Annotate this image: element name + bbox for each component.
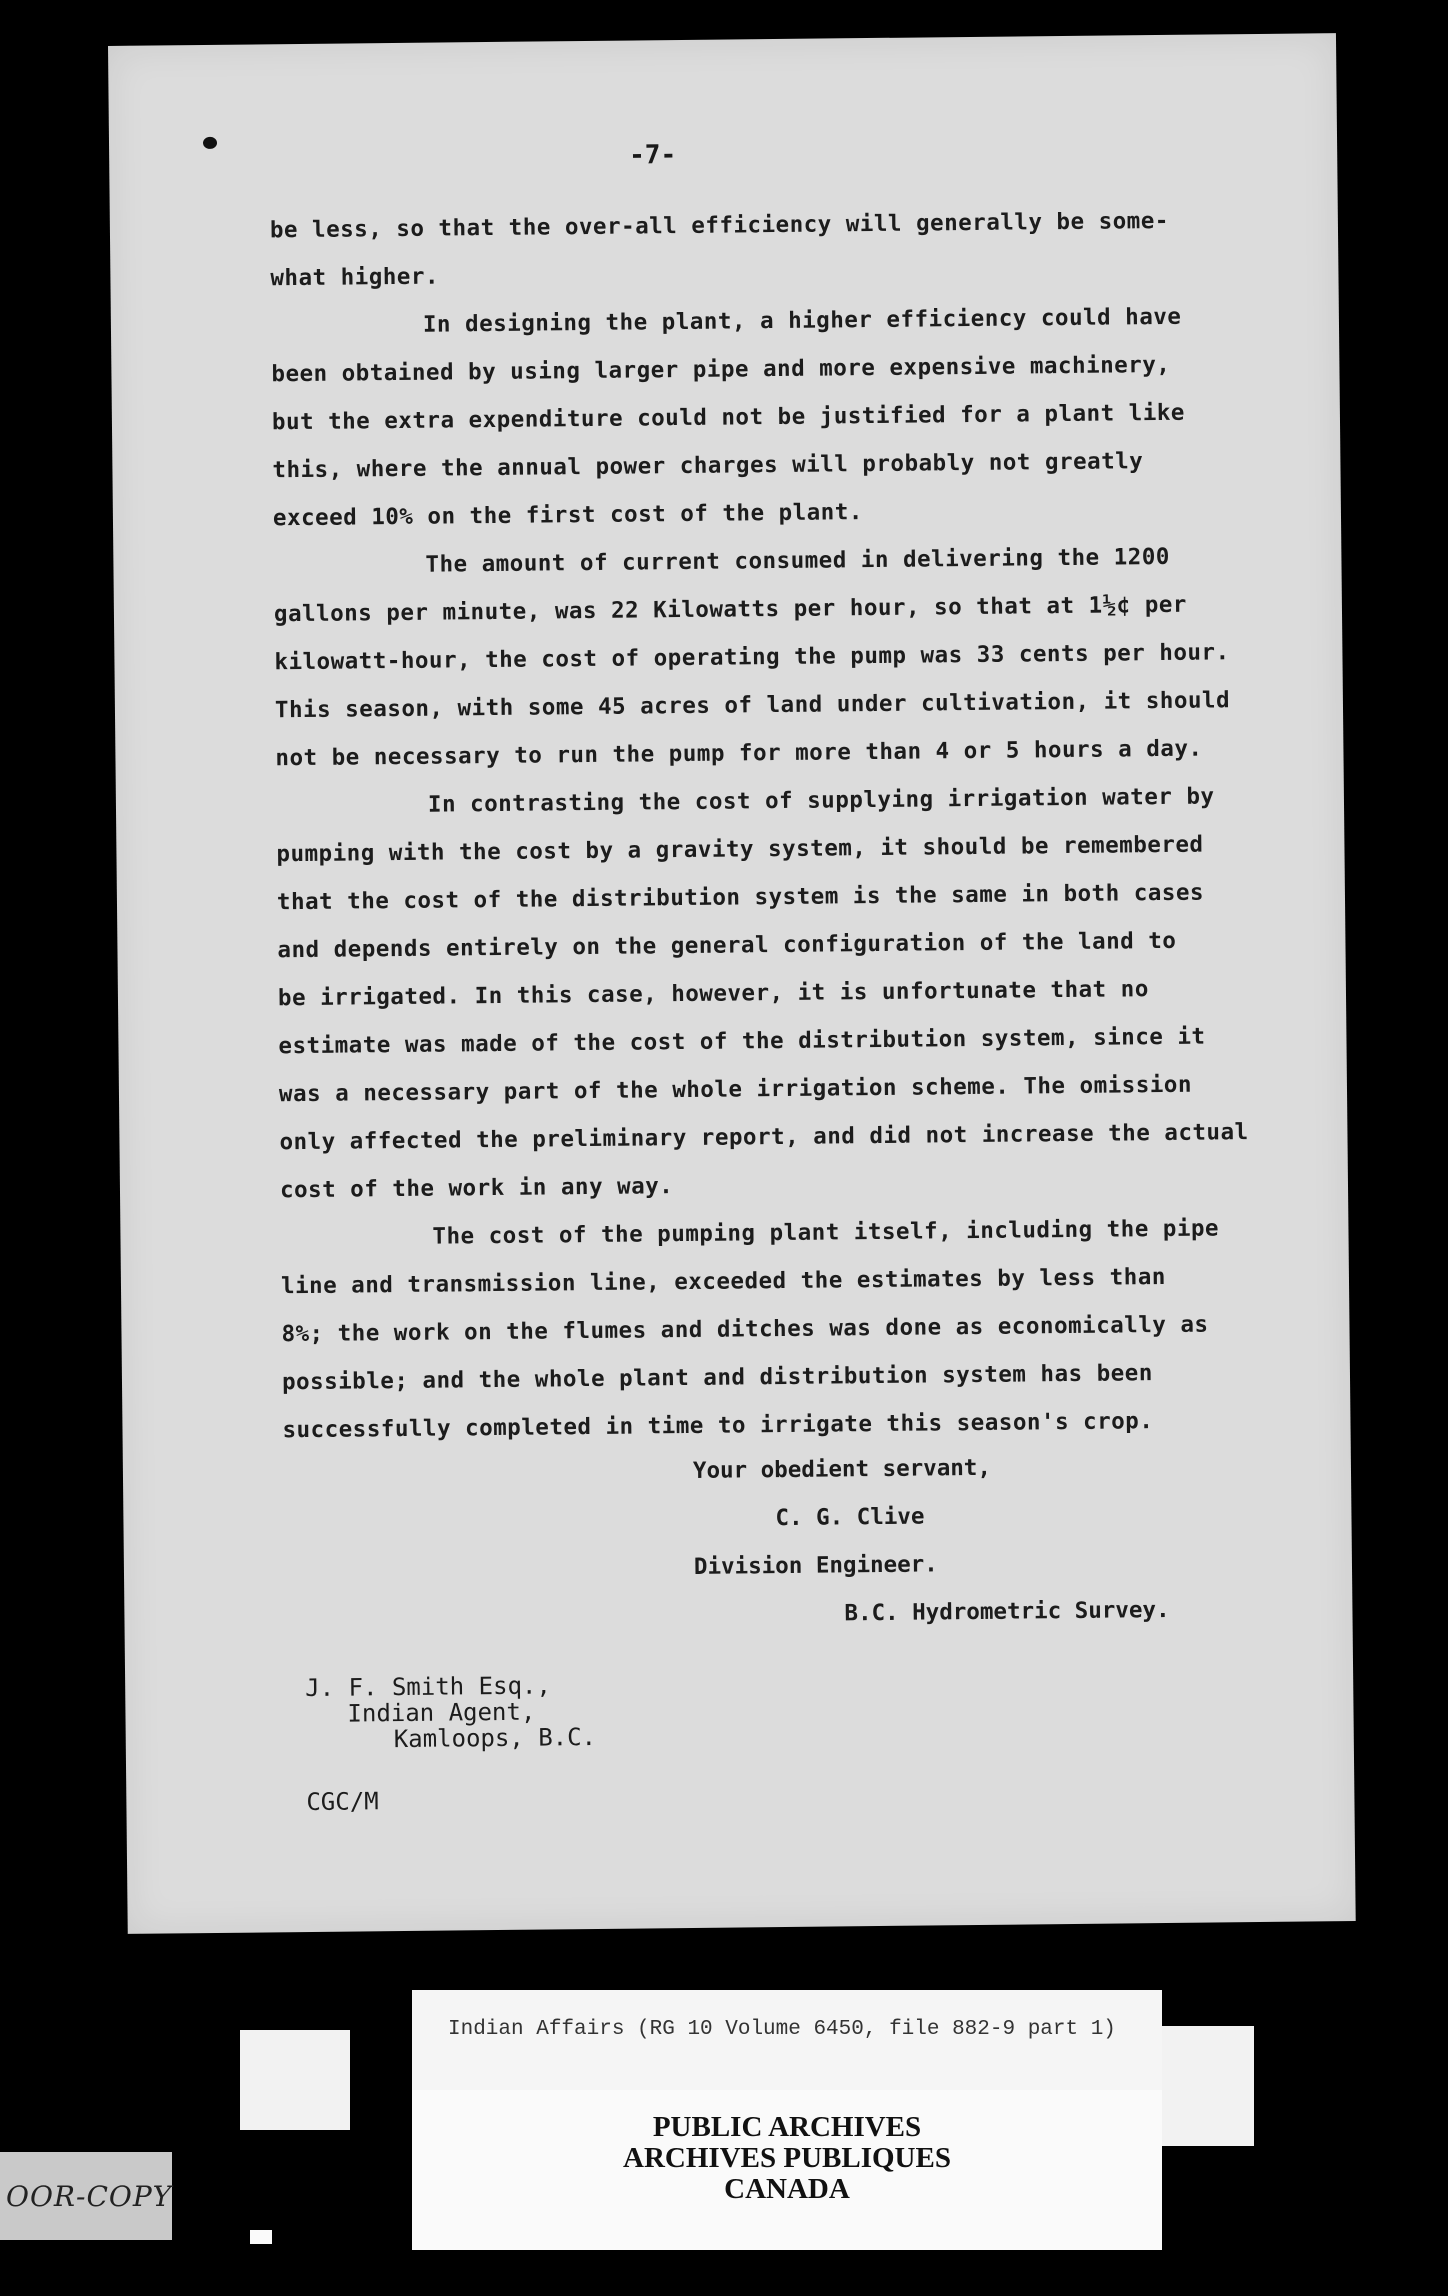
copy-tag-text: OOR-COPY [6, 2180, 173, 2213]
text-line: In contrasting the cost of supplying irrigation water by [427, 783, 1215, 818]
paragraph-1 [270, 195, 1311, 302]
text-line: be less, so that the over-all efficiency will generally be some- [269, 207, 1169, 244]
text-line: kilowatt-hour, the cost of operating the pump was 33 cents per hour. [274, 639, 1230, 676]
mount-card [240, 2030, 350, 2130]
text-line: that the cost of the distribution system is the same in both cases [276, 879, 1205, 916]
letter-body [270, 195, 1323, 1454]
text-line: exceed 10% on the first cost of the plant. [272, 499, 864, 532]
signatory-title: Division Engineer. [693, 1551, 938, 1580]
text-line: estimate was made of the cost of the distribution system, since it [278, 1023, 1206, 1060]
text-line: only affected the preliminary report, and did not increase the actual [279, 1119, 1249, 1156]
text-line: and depends entirely on the general configuration of the land to [277, 927, 1177, 964]
text-line: been obtained by using larger pipe and more expensive machinery, [271, 351, 1171, 388]
page-number: -7- [629, 140, 677, 171]
paragraph-3 [273, 531, 1315, 782]
text-line: successfully completed in time to irrigate this season's crop. [282, 1408, 1154, 1444]
archive-citation-label [412, 1990, 1162, 2090]
text-line: possible; and the whole plant and distribution system has been [281, 1360, 1153, 1396]
text-line: This season, with some 45 acres of land under cultivation, it should [274, 687, 1231, 724]
copy-tag [0, 2152, 172, 2240]
text-line: The cost of the pumping plant itself, including the pipe [432, 1215, 1220, 1250]
archive-stamp [412, 2112, 1162, 2205]
text-line: 8%; the work on the flumes and ditches was done as economically as [281, 1311, 1209, 1348]
paragraph-2 [271, 291, 1313, 542]
stamp-line: ARCHIVES PUBLIQUES [623, 2142, 951, 2174]
film-mark [250, 2230, 272, 2244]
reference-initials: CGC/M [306, 1787, 379, 1817]
text-line: gallons per minute, was 22 Kilowatts per hour, so that at 1½¢ per [273, 591, 1188, 628]
text-line: but the extra expenditure could not be justified for a plant like [271, 399, 1186, 436]
text-line: The amount of current consumed in delivering the 1200 [425, 543, 1170, 578]
addressee-location: Kamloops, B.C. [393, 1722, 597, 1754]
document-page [108, 33, 1356, 1934]
text-line: what higher. [270, 263, 440, 292]
text-line: In designing the plant, a higher efficiency could have [422, 303, 1182, 338]
text-line: be irrigated. In this case, however, it is unfortunate that no [277, 976, 1149, 1012]
stamp-line: PUBLIC ARCHIVES [652, 2111, 922, 2143]
paragraph-5 [280, 1203, 1322, 1454]
stamp-line: CANADA [724, 2173, 850, 2205]
archive-citation: Indian Affairs (RG 10 Volume 6450, file 882-9 part 1) [448, 2018, 1116, 2041]
text-line: this, where the annual power charges will probably not greatly [272, 448, 1144, 484]
mount-card [1160, 2026, 1254, 2146]
punch-hole [203, 137, 217, 149]
closing: Your obedient servant, [692, 1454, 992, 1484]
text-line: not be necessary to run the pump for more than 4 or 5 hours a day. [275, 735, 1203, 772]
text-line: line and transmission line, exceeded the estimates by less than [280, 1263, 1167, 1300]
archive-stamp-card [412, 2090, 1162, 2250]
text-line: was a necessary part of the whole irrigation scheme. The omission [278, 1071, 1193, 1108]
addressee-name: J. F. Smith Esq., [305, 1671, 551, 1703]
text-line: pumping with the cost by a gravity system, it should be remembered [276, 831, 1204, 868]
text-line: cost of the work in any way. [279, 1173, 674, 1204]
paragraph-4 [276, 771, 1320, 1214]
signature: C. G. Clive [775, 1503, 925, 1532]
addressee-title: Indian Agent, [347, 1697, 536, 1728]
signatory-organization: B.C. Hydrometric Survey. [844, 1596, 1170, 1627]
